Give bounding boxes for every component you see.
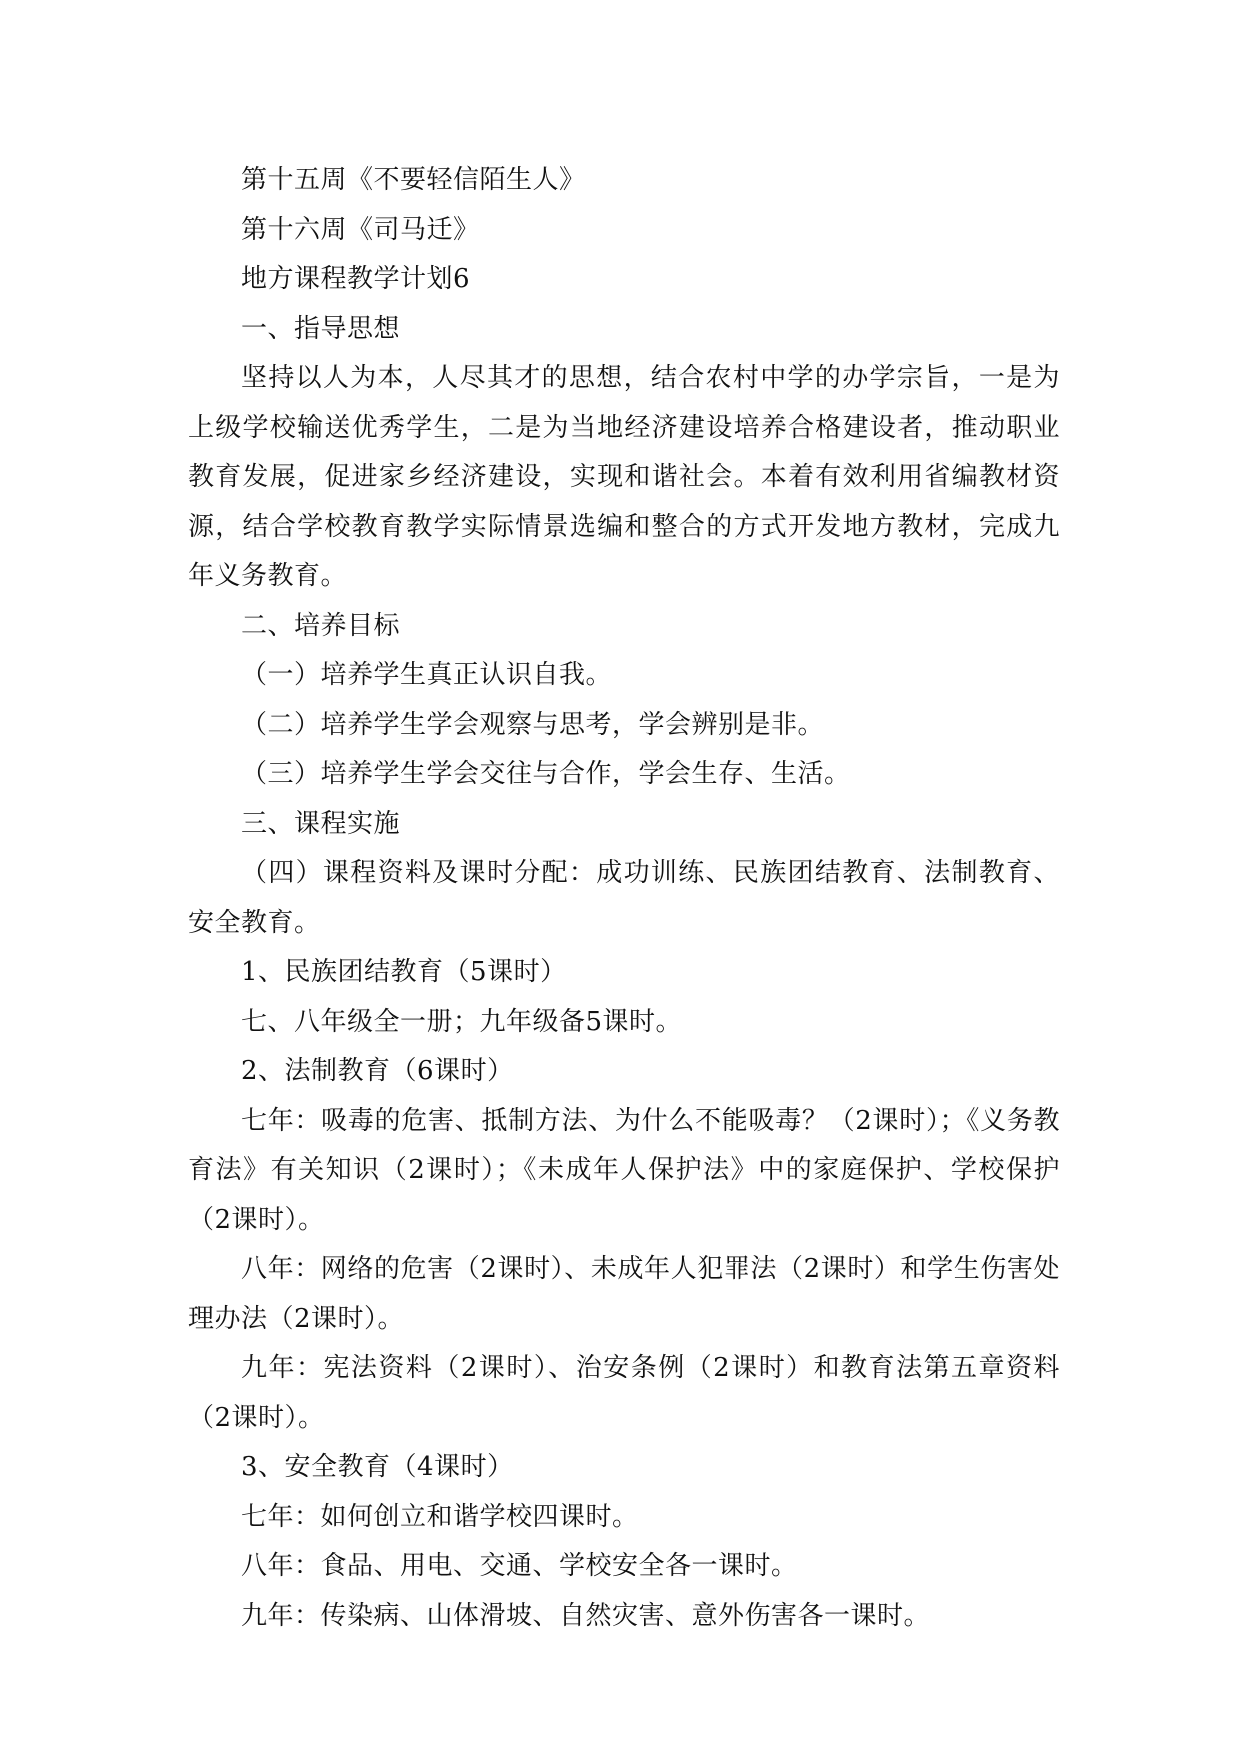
document-body [188, 156, 1060, 1641]
paragraph-legal-grade-7: 七年：吸毒的危害、抵制方法、为什么不能吸毒？（2课时）；《义务教育法》有关知识（2课时）；《未成年人保护法》中的家庭保护、学校保护（2课时）。 [188, 1105, 1060, 1235]
goal-item-1: （一）培养学生真正认识自我。 [241, 660, 613, 690]
section-title-plan-6: 地方课程教学计划6 [241, 264, 471, 294]
paragraph-course-allocation: （四）课程资料及课时分配：成功训练、民族团结教育、法制教育、安全教育。 [188, 858, 1060, 938]
goal-item-3: （三）培养学生学会交往与合作，学会生存、生活。 [241, 759, 851, 789]
paragraph-legal-grade-8: 八年：网络的危害（2课时）、未成年人犯罪法（2课时）和学生伤害处理办法（2课时）。 [188, 1254, 1060, 1334]
paragraph-safety-grade-9: 九年：传染病、山体滑坡、自然灾害、意外伤害各一课时。 [241, 1600, 931, 1631]
heading-course-implementation: 三、课程实施 [241, 808, 401, 839]
goal-item-2: （二）培养学生学会观察与思考，学会辨别是非。 [241, 709, 825, 740]
subheading-legal-education: 2、法制教育（6课时） [241, 1056, 514, 1086]
paragraph-legal-grade-9: 九年：宪法资料（2课时）、治安条例（2课时）和教育法第五章资料（2课时）。 [188, 1353, 1060, 1433]
paragraph-guiding-thought: 坚持以人为本，人尽其才的思想，结合农村中学的办学宗旨，一是为上级学校输送优秀学生，二是为当地经济建设培养合格建设者，推动职业教育发展，促进家乡经济建设，实现和谐社会。本着有效利用省编教材资源，结合学校教育教学实际情景选编和整合的方式开发地方教材，完成九年义务教育。 [188, 363, 1060, 591]
subheading-safety-education: 3、安全教育（4课时） [241, 1452, 514, 1482]
paragraph-week-15: 第十五周《不要轻信陌生人》 [241, 165, 586, 195]
paragraph-ethnic-unity-grades: 七、八年级全一册；九年级备5课时。 [241, 1006, 683, 1037]
paragraph-safety-grade-7: 七年：如何创立和谐学校四课时。 [241, 1501, 639, 1532]
heading-training-goals: 二、培养目标 [241, 610, 401, 641]
paragraph-safety-grade-8: 八年：食品、用电、交通、学校安全各一课时。 [241, 1551, 798, 1581]
heading-guiding-thought: 一、指导思想 [241, 313, 401, 344]
paragraph-week-16: 第十六周《司马迁》 [241, 214, 480, 245]
subheading-ethnic-unity: 1、民族团结教育（5课时） [241, 957, 567, 987]
